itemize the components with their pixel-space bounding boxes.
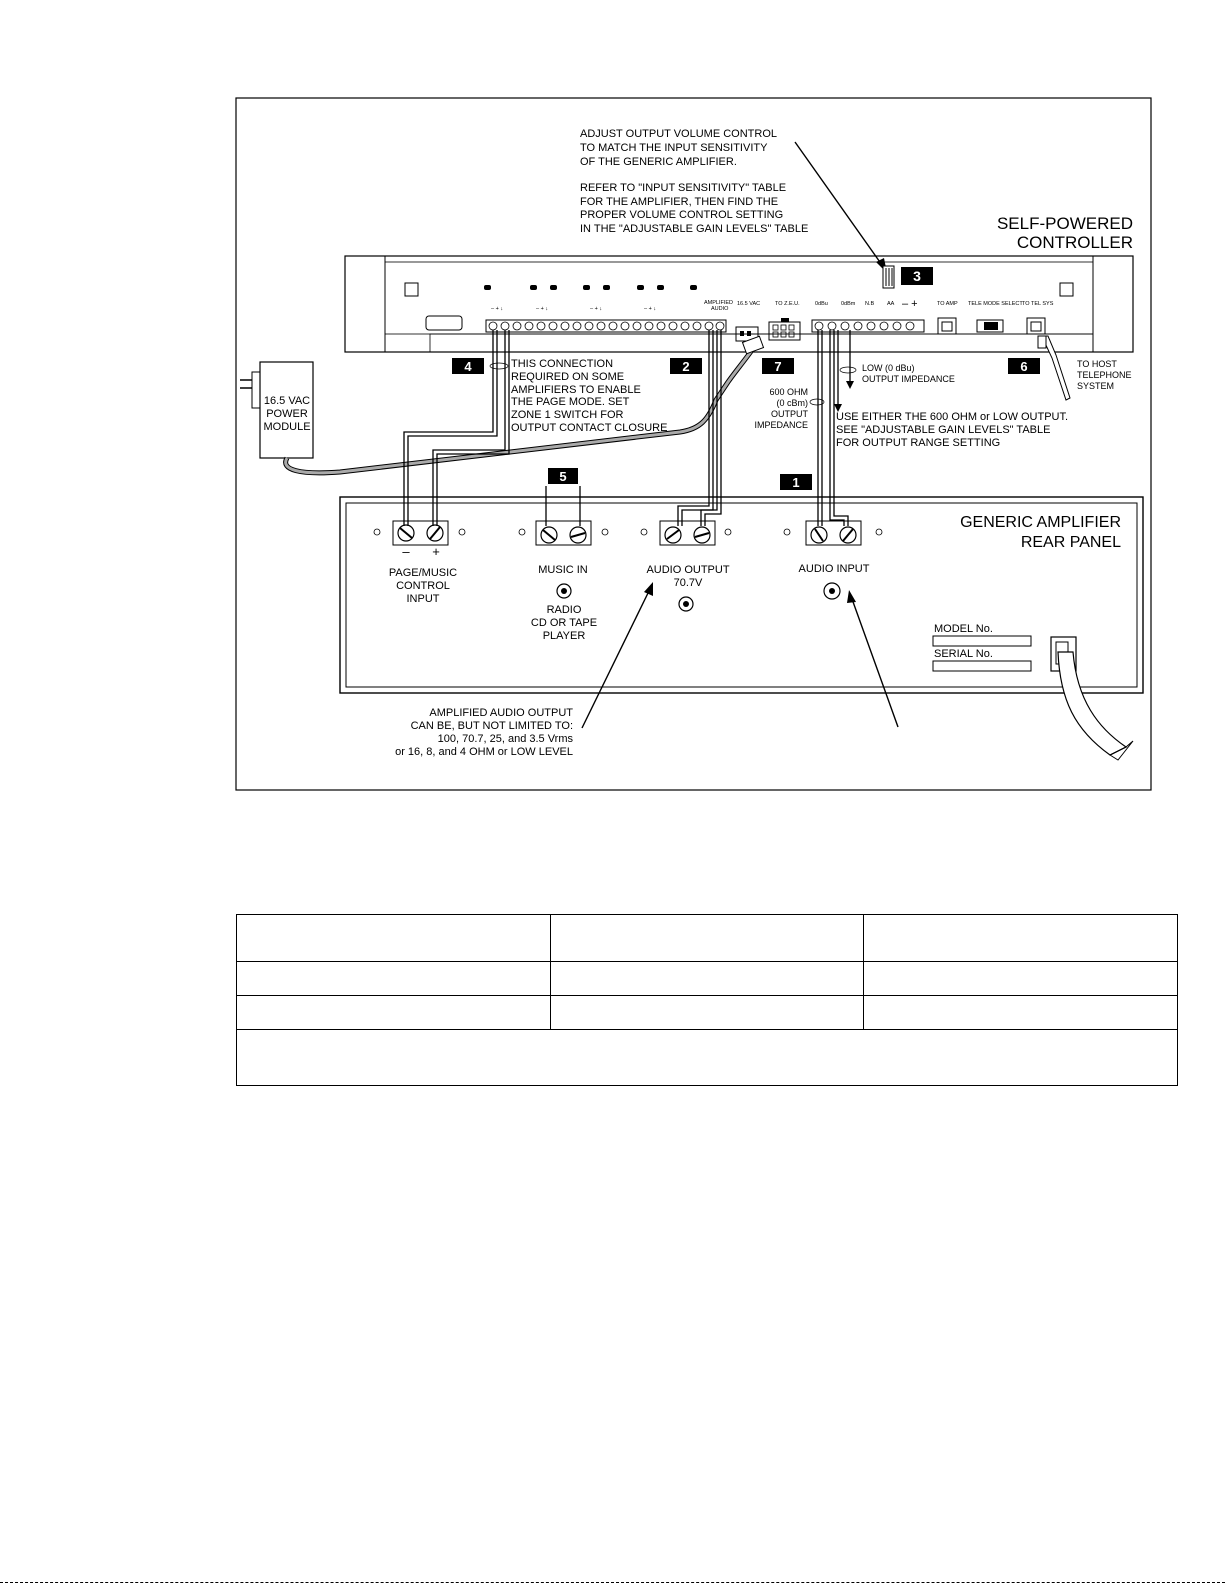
radio-label: RADIO	[546, 604, 582, 616]
terminal-signs: – + ↓	[491, 306, 504, 312]
plus-sign: +	[432, 544, 440, 559]
music-in-label: MUSIC IN	[538, 564, 588, 576]
amplified-audio-label: AUDIO	[711, 306, 729, 312]
model-no-box	[933, 636, 1031, 646]
music-in-wires	[546, 486, 580, 526]
step-badge-3	[901, 267, 933, 285]
low-output-callout	[862, 363, 955, 384]
page-bottom-rule	[0, 1582, 1225, 1583]
page-music-label: PAGE/MUSIC	[388, 567, 458, 579]
dbm-label: 0dBm	[841, 301, 856, 307]
svg-text:4: 4	[464, 359, 472, 374]
audio-output-label: 70.7V	[673, 577, 703, 589]
table-footer	[237, 1030, 1178, 1086]
svg-text:100, 70.7, 25, and 3.5 Vrms: 100, 70.7, 25, and 3.5 Vrms	[437, 733, 573, 745]
svg-text:ZONE 1 SWITCH FOR: ZONE 1 SWITCH FOR	[511, 409, 624, 421]
vac-label: 16.5 VAC	[737, 301, 761, 307]
svg-text:SYSTEM: SYSTEM	[1077, 381, 1115, 391]
to-tel-jack	[1027, 318, 1045, 334]
sensitivity-table	[236, 914, 1178, 1086]
output-select-arrows	[834, 330, 854, 412]
adjust-volume-line: OF THE GENERIC AMPLIFIER.	[580, 156, 737, 168]
table-cell	[551, 915, 864, 962]
terminal-screws-left	[489, 322, 724, 330]
page-mode-callout	[511, 358, 667, 434]
table-cell	[237, 962, 551, 996]
table-cell	[864, 996, 1178, 1030]
refer-table-line: IN THE "ADJUSTABLE GAIN LEVELS" TABLE	[580, 223, 809, 235]
svg-text:SEE "ADJUSTABLE GAIN LEVELS" T: SEE "ADJUSTABLE GAIN LEVELS" TABLE	[836, 424, 1051, 436]
table-cell	[864, 915, 1178, 962]
terminal-signs: – + ↓	[644, 306, 657, 312]
radio-label: PLAYER	[542, 630, 586, 642]
audio-output-label: AUDIO OUTPUT	[646, 564, 730, 576]
power-module-label: POWER	[266, 408, 308, 420]
table-cell	[237, 915, 551, 962]
to-amp-jack	[938, 318, 956, 334]
power-module-label: MODULE	[263, 421, 311, 433]
terminal-strip-right	[812, 320, 924, 332]
step-badge-7	[762, 358, 794, 374]
power-module	[240, 362, 313, 458]
to-amp-label: TO AMP	[937, 301, 958, 307]
table-cell	[551, 996, 864, 1030]
svg-text:USE EITHER THE 600 OHM or LOW: USE EITHER THE 600 OHM or LOW OUTPUT.	[836, 411, 1069, 423]
to-host-callout	[1077, 359, 1132, 391]
refer-table-line: REFER TO "INPUT SENSITIVITY" TABLE	[580, 182, 787, 194]
svg-text:OUTPUT: OUTPUT	[771, 409, 808, 419]
nb-label: N.B	[865, 301, 875, 307]
model-no-label: MODEL No.	[934, 623, 993, 635]
svg-text:6: 6	[1020, 359, 1028, 374]
controller-title: CONTROLLER	[1016, 233, 1133, 252]
step-badge-2	[670, 358, 702, 374]
svg-text:2: 2	[682, 359, 690, 374]
svg-text:CAN BE, BUT NOT LIMITED TO:: CAN BE, BUT NOT LIMITED TO:	[410, 720, 573, 732]
adjust-volume-line: ADJUST OUTPUT VOLUME CONTROL	[580, 128, 778, 140]
svg-text:TO HOST: TO HOST	[1077, 359, 1117, 369]
amp-output-arrow	[582, 591, 649, 728]
page-music-label: CONTROL	[396, 580, 450, 592]
svg-text:600 OHM: 600 OHM	[769, 387, 808, 397]
controller-minus-plus: – +	[902, 298, 918, 310]
svg-text:AMPLIFIED AUDIO OUTPUT: AMPLIFIED AUDIO OUTPUT	[429, 707, 573, 719]
to-zeu-label: TO Z.E.U.	[775, 301, 800, 307]
radio-label: CD OR TAPE	[530, 617, 598, 629]
svg-text:FOR OUTPUT RANGE SETTING: FOR OUTPUT RANGE SETTING	[836, 437, 1001, 449]
terminal-strip-left	[486, 320, 726, 332]
svg-text:1: 1	[792, 475, 800, 490]
use-either-callout	[836, 411, 1068, 449]
serial-no-label: SERIAL No.	[934, 648, 993, 660]
table-cell	[551, 962, 864, 996]
controller-unit	[345, 256, 1133, 352]
svg-text:(0 cBm): (0 cBm)	[776, 398, 808, 408]
pointer-ellipse	[840, 367, 856, 373]
refer-table-line: PROPER VOLUME CONTROL SETTING	[580, 209, 784, 221]
step-badge-5	[548, 468, 578, 484]
zone-leds	[484, 285, 697, 290]
step-badge-1	[780, 474, 812, 490]
tele-mode-label: TELE MODE SELECT	[968, 301, 1023, 307]
refer-table-line: FOR THE AMPLIFIER, THEN FIND THE	[580, 196, 779, 208]
svg-text:3: 3	[913, 268, 921, 284]
minus-sign: –	[402, 544, 410, 559]
amplified-output-callout	[395, 707, 573, 758]
power-cord	[1058, 652, 1126, 755]
svg-text:LOW (0 dBu): LOW (0 dBu)	[862, 363, 915, 373]
terminal-signs: – + ↓	[590, 306, 603, 312]
volume-arrow-line	[795, 142, 882, 265]
svg-text:or 16, 8, and 4 OHM or LOW LEV: or 16, 8, and 4 OHM or LOW LEVEL	[395, 746, 573, 758]
terminal-signs: – + ↓	[536, 306, 549, 312]
dbu-label: 0dBu	[815, 301, 828, 307]
table-cell	[864, 962, 1178, 996]
svg-text:5: 5	[559, 469, 567, 484]
adjust-volume-callout	[580, 128, 808, 235]
table-cell	[237, 996, 551, 1030]
svg-text:REQUIRED ON SOME: REQUIRED ON SOME	[511, 371, 625, 383]
terminal-screws-right	[815, 322, 914, 330]
controller-title: SELF-POWERED	[996, 214, 1133, 233]
svg-text:AMPLIFIERS TO ENABLE: AMPLIFIERS TO ENABLE	[511, 384, 641, 396]
step-badge-6	[1008, 358, 1040, 374]
audio-input-label: AUDIO INPUT	[798, 563, 870, 575]
table-footer-row	[237, 1030, 1178, 1086]
step-badge-4	[452, 358, 484, 374]
to-tel-label: TO TEL SYS	[1022, 301, 1054, 307]
aa-label: AA	[887, 301, 895, 307]
adjust-volume-line: TO MATCH THE INPUT SENSITIVITY	[580, 142, 768, 154]
audio-input-arrow	[852, 599, 898, 727]
power-plug	[742, 336, 763, 353]
amplified-audio-label: AMPLIFIED	[704, 300, 734, 306]
table-row	[237, 996, 1178, 1030]
serial-port	[426, 316, 462, 330]
power-module-label: 16.5 VAC	[263, 395, 311, 407]
svg-text:OUTPUT CONTACT CLOSURE: OUTPUT CONTACT CLOSURE	[511, 422, 668, 434]
svg-text:IMPEDANCE: IMPEDANCE	[754, 420, 808, 430]
svg-text:7: 7	[774, 359, 782, 374]
svg-text:OUTPUT IMPEDANCE: OUTPUT IMPEDANCE	[862, 374, 955, 384]
ohm-600-callout	[754, 387, 808, 430]
amplifier-title: GENERIC AMPLIFIER	[960, 514, 1121, 531]
page-music-label: INPUT	[406, 593, 440, 605]
amplifier-title: REAR PANEL	[1020, 534, 1121, 551]
amplifier-rear-panel	[340, 497, 1143, 693]
svg-text:THE PAGE MODE. SET: THE PAGE MODE. SET	[511, 396, 630, 408]
page-control-terminal	[393, 521, 448, 545]
table-row	[237, 962, 1178, 996]
table-row	[237, 915, 1178, 962]
svg-text:THIS CONNECTION: THIS CONNECTION	[511, 358, 614, 370]
svg-text:TELEPHONE: TELEPHONE	[1077, 370, 1132, 380]
serial-no-box	[933, 661, 1031, 671]
